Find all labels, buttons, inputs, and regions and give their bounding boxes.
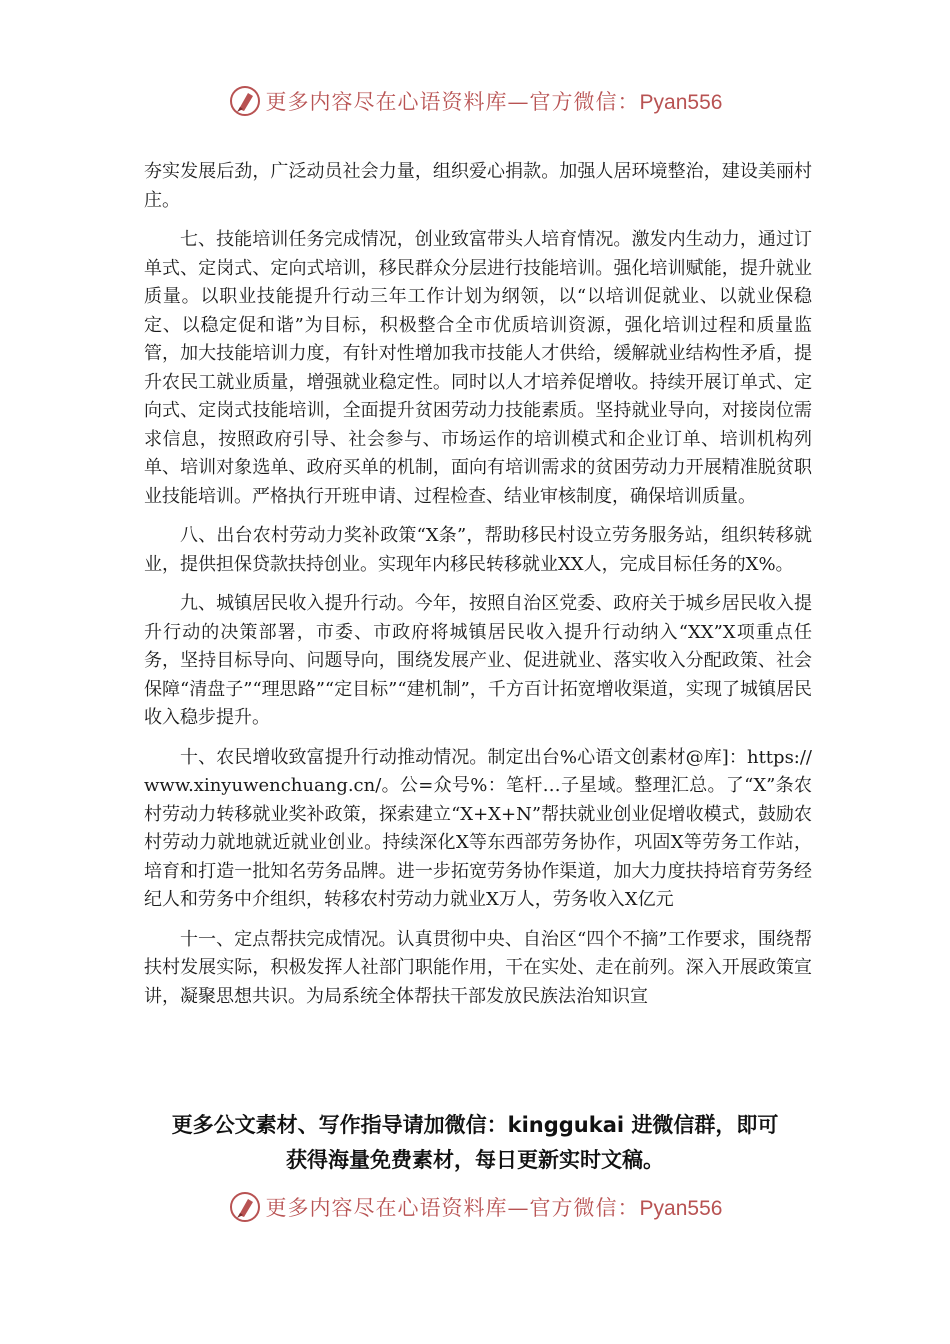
header-watermark-banner [0,84,950,118]
document-body [144,158,812,1022]
pen-nib-logo-icon [228,84,262,118]
promo-notice [0,1108,950,1178]
paragraph-continued: 夯实发展后劲，广泛动员社会力量，组织爱心捐款。加强人居环境整治，建设美丽村庄。 [144,161,812,211]
paragraph-eight-labor-subsidy: 八、出台农村劳动力奖补政策“X条”，帮助移民村设立劳务服务站，组织转移就业，提供担保贷款扶持创业。实现年内移民转移就业XX人，完成目标任务的X%。 [144,525,812,575]
paragraph-seven-skills-training: 七、技能培训任务完成情况，创业致富带头人培育情况。激发内生动力，通过订单式、定岗式、定向式培训，移民群众分层进行技能培训。强化培训赋能，提升就业质量。以职业技能提升行动三年工作计划为纲领，以“以培训促就业、以就业保稳定、以稳定促和谐”为目标，积极整合全市优质培训资源，强化培训过程和质量监管，加大技能培训力度，有针对性增加我市技能人才供给，缓解就业结构性矛盾，提升农民工就业质量，增强就业稳定性。同时以人才培养促增收。持续开展订单式、定向式、定岗式技能培训，全面提升贫困劳动力技能素质。坚持就业导向，对接岗位需求信息，按照政府引导、社会参与、市场运作的培训模式和企业订单、培训机构列单、培训对象选单、政府买单的机制，面向有培训需求的贫困劳动力开展精准脱贫职业技能培训。严格执行开班申请、过程检查、结业审核制度，确保培训质量。 [144,229,812,507]
footer-watermark-banner [0,1190,950,1224]
paragraph-ten-farmer-income: 十、农民增收致富提升行动推动情况。制定出台%心语文创素材@库]：https://www.xinyuwenchuang.cn/。公=众号%：笔杆…子星域。整理汇总。了“X”条农村劳动力转移就业奖补政策，探索建立“X+X+N”帮扶就业创业促增收模式，鼓励农村劳动力就地就近就业创业。持续深化X等东西部劳务协作，巩固X等劳务工作站，培育和打造一批知名劳务品牌。进一步拓宽劳务协作渠道，加大力度扶持培育劳务经纪人和劳务中介组织，转移农村劳动力就业X万人，劳务收入X亿元 [144,746,812,910]
promo-line-2: 获得海量免费素材，每日更新实时文稿。 [286,1148,664,1172]
paragraph-nine-urban-income: 九、城镇居民收入提升行动。今年，按照自治区党委、政府关于城乡居民收入提升行动的决策部署，市委、市政府将城镇居民收入提升行动纳入“XX”X项重点任务，坚持目标导向、问题导向，围绕发展产业、促进就业、落实收入分配政策、社会保障“清盘子”“理思路”“定目标”“建机制”，千方百计拓宽增收渠道，实现了城镇居民收入稳步提升。 [144,593,812,728]
pen-nib-logo-icon [228,1190,262,1224]
paragraph-eleven-targeted-assistance: 十一、定点帮扶完成情况。认真贯彻中央、自治区“四个不摘”工作要求，围绕帮扶村发展实际，积极发挥人社部门职能作用，干在实处、走在前列。深入开展政策宣讲，凝聚思想共识。为局系统全体帮扶干部发放民族法治知识宣 [144,928,812,1007]
header-banner-text: 更多内容尽在心语资料库—官方微信：Pyan556 [265,90,723,114]
footer-banner-text: 更多内容尽在心语资料库—官方微信：Pyan556 [265,1196,723,1220]
header-banner-wechat-id: Pyan556 [639,91,723,114]
promo-line-1: 更多公文素材、写作指导请加微信：kinggukai 进微信群，即可 [171,1113,779,1137]
footer-banner-wechat-id: Pyan556 [639,1197,723,1220]
